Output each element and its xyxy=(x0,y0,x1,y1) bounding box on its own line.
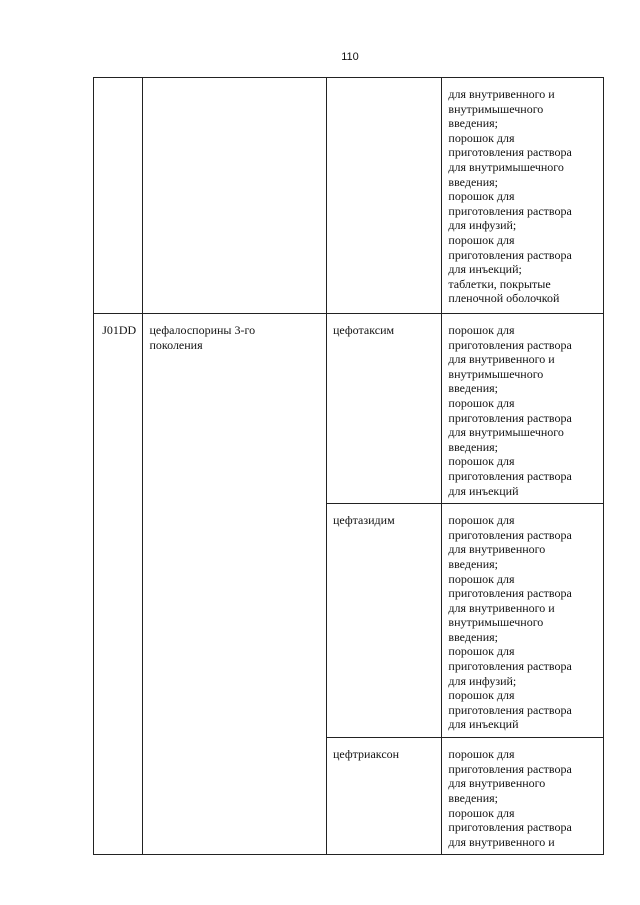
group-cell xyxy=(143,78,327,314)
dosage-form-line: приготовления раствора xyxy=(448,527,572,542)
dosage-form-line: порошок для xyxy=(448,130,515,145)
dosage-form-line: порошок для xyxy=(448,571,515,586)
dosage-form-line: для внутривенного xyxy=(448,542,546,557)
dosage-form-line: внутримышечного xyxy=(448,615,544,630)
dosage-form-line: для инфузий; xyxy=(448,673,517,688)
page-number: 110 xyxy=(341,51,359,63)
dosage-form-line: внутримышечного xyxy=(448,366,544,381)
dosage-form-line: внутримышечного xyxy=(448,101,544,116)
dosage-forms-cell xyxy=(442,314,604,504)
dosage-form-line: для инъекций xyxy=(448,717,519,732)
group-name-line: поколения xyxy=(149,337,203,352)
dosage-form-line: введения; xyxy=(448,556,498,571)
dosage-form-line: для инъекций xyxy=(448,483,519,498)
dosage-form-line: приготовления раствора xyxy=(448,820,572,835)
dosage-form-line: введения; xyxy=(448,174,498,189)
drug-name-cell: цефтриаксон xyxy=(327,738,442,855)
dosage-form-line: порошок для xyxy=(448,747,515,762)
table-row xyxy=(94,314,604,504)
dosage-form-line: для инъекций; xyxy=(448,262,522,277)
dosage-form-line: приготовления раствора xyxy=(448,203,572,218)
group-cell xyxy=(143,314,327,855)
dosage-form-line: таблетки, покрытые xyxy=(448,276,551,291)
dosage-form-line: приготовления раствора xyxy=(448,247,572,262)
dosage-form-line: порошок для xyxy=(448,454,515,469)
dosage-form-line: для внутримышечного xyxy=(448,425,564,440)
drug-name-cell xyxy=(327,78,442,314)
dosage-form-line: для внутривенного xyxy=(448,776,546,791)
atc-code-cell: J01DD xyxy=(94,314,143,855)
dosage-form-line: для внутривенного и xyxy=(448,834,555,849)
table-row xyxy=(94,78,604,314)
dosage-form-line: введения; xyxy=(448,790,498,805)
dosage-form-line: приготовления раствора xyxy=(448,586,572,601)
dosage-form-line: порошок для xyxy=(448,644,515,659)
dosage-form-line: порошок для xyxy=(448,189,515,204)
dosage-form-line: приготовления раствора xyxy=(448,468,572,483)
dosage-form-line: для внутривенного и xyxy=(448,352,555,367)
dosage-form-line: порошок для xyxy=(448,513,515,528)
dosage-form-line: приготовления раствора xyxy=(448,410,572,425)
dosage-form-line: приготовления раствора xyxy=(448,761,572,776)
dosage-form-line: порошок для xyxy=(448,805,515,820)
dosage-forms-cell xyxy=(442,738,604,855)
dosage-form-line: приготовления раствора xyxy=(448,145,572,160)
drug-table xyxy=(93,77,604,855)
dosage-form-line: порошок для xyxy=(448,232,515,247)
dosage-form-line: порошок для xyxy=(448,688,515,703)
dosage-forms-cell xyxy=(442,504,604,738)
group-name-line: цефалоспорины 3-го xyxy=(149,323,256,337)
atc-code-cell xyxy=(94,78,143,314)
dosage-form-line: введения; xyxy=(448,629,498,644)
dosage-form-line: введения; xyxy=(448,116,498,131)
dosage-form-line: приготовления раствора xyxy=(448,702,572,717)
dosage-form-line: для внутривенного и xyxy=(448,600,555,615)
drug-name-cell: цефотаксим xyxy=(327,314,442,504)
dosage-form-line: приготовления раствора xyxy=(448,337,572,352)
dosage-form-line: введения; xyxy=(448,439,498,454)
dosage-form-line: пленочной оболочкой xyxy=(448,291,560,306)
dosage-form-line: для инфузий; xyxy=(448,218,517,233)
dosage-form-line: для внутривенного и xyxy=(448,87,555,101)
dosage-form-line: порошок для xyxy=(448,323,515,337)
drug-name-cell: цефтазидим xyxy=(327,504,442,738)
dosage-form-line: для внутримышечного xyxy=(448,159,564,174)
dosage-forms-cell xyxy=(442,78,604,314)
dosage-form-line: введения; xyxy=(448,381,498,396)
dosage-form-line: приготовления раствора xyxy=(448,659,572,674)
dosage-form-line: порошок для xyxy=(448,395,515,410)
